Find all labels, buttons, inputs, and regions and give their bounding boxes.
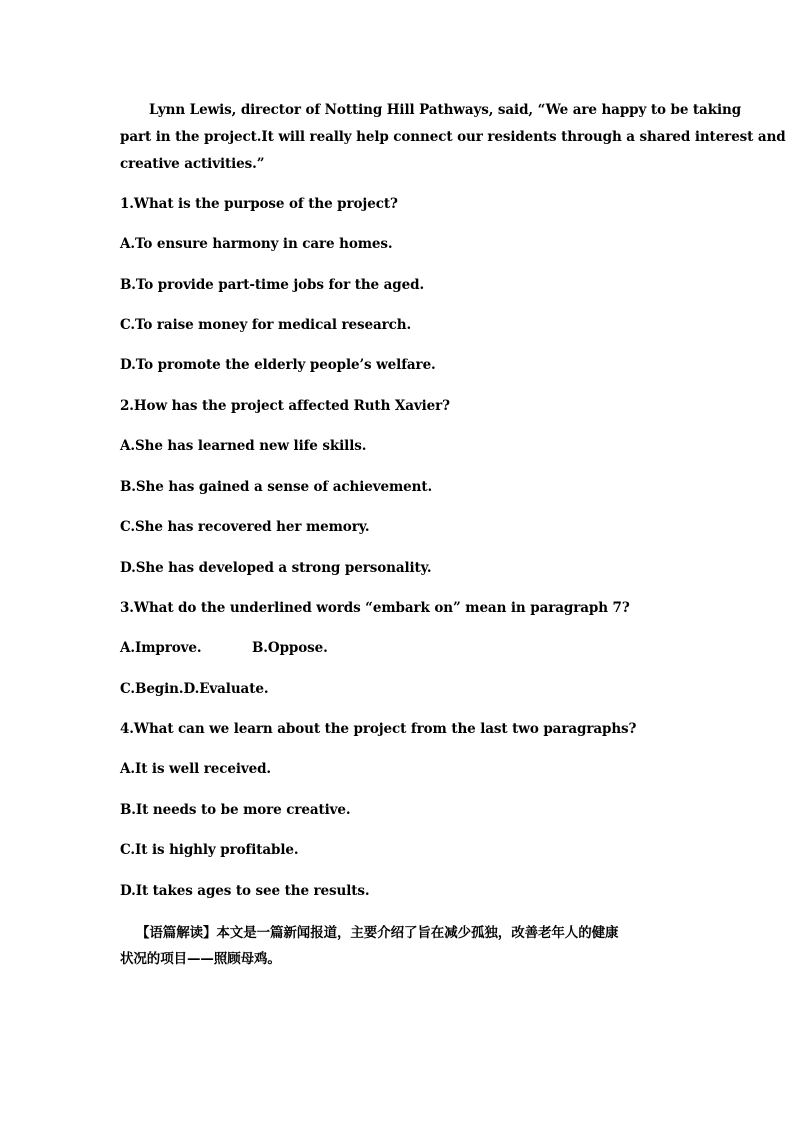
question-3-option-b: B.Oppose. — [252, 640, 328, 656]
question-3-option-c: C.Begin. — [120, 681, 184, 697]
question-3-option-d: D.Evaluate. — [183, 681, 269, 697]
question-4-stem: 4.What can we learn about the project from the last two paragraphs? — [120, 721, 637, 737]
question-4-option-b: B.It needs to be more creative. — [120, 802, 351, 818]
question-3-options-row-2 — [120, 681, 268, 697]
question-2-option-c: C.She has recovered her memory. — [120, 519, 370, 535]
question-2-option-a: A.She has learned new life skills. — [120, 438, 367, 454]
question-2-stem: 2.How has the project affected Ruth Xavier? — [120, 398, 450, 414]
question-4-option-a: A.It is well received. — [120, 761, 272, 777]
analysis-line-2: 状况的项目——照顾母鸡。 — [120, 951, 281, 967]
question-1-option-c: C.To raise money for medical research. — [120, 317, 412, 333]
question-3-option-a: A.Improve. — [120, 640, 202, 656]
question-3-stem: 3.What do the underlined words “embark on” mean in paragraph 7? — [120, 600, 630, 616]
intro-line-3: creative activities.” — [120, 156, 265, 172]
question-2-option-d: D.She has developed a strong personality. — [120, 560, 432, 576]
intro-line-1: Lynn Lewis, director of Notting Hill Pathways, said, “We are happy to be taking — [149, 102, 742, 118]
question-2-option-b: B.She has gained a sense of achievement. — [120, 479, 433, 495]
analysis-line-1: 【语篇解读】本文是一篇新闻报道，主要介绍了旨在减少孤独，改善老年人的健康 — [136, 925, 619, 941]
question-4-option-d: D.It takes ages to see the results. — [120, 883, 370, 899]
question-1-option-d: D.To promote the elderly people’s welfare. — [120, 357, 436, 373]
intro-line-2: part in the project.It will really help connect our residents through a shared interest and — [120, 129, 786, 145]
question-4-option-c: C.It is highly profitable. — [120, 842, 299, 858]
question-1-option-a: A.To ensure harmony in care homes. — [120, 236, 393, 252]
question-3-options-row-1 — [120, 640, 328, 656]
question-1-stem: 1.What is the purpose of the project? — [120, 196, 398, 212]
question-1-option-b: B.To provide part-time jobs for the aged. — [120, 277, 425, 293]
